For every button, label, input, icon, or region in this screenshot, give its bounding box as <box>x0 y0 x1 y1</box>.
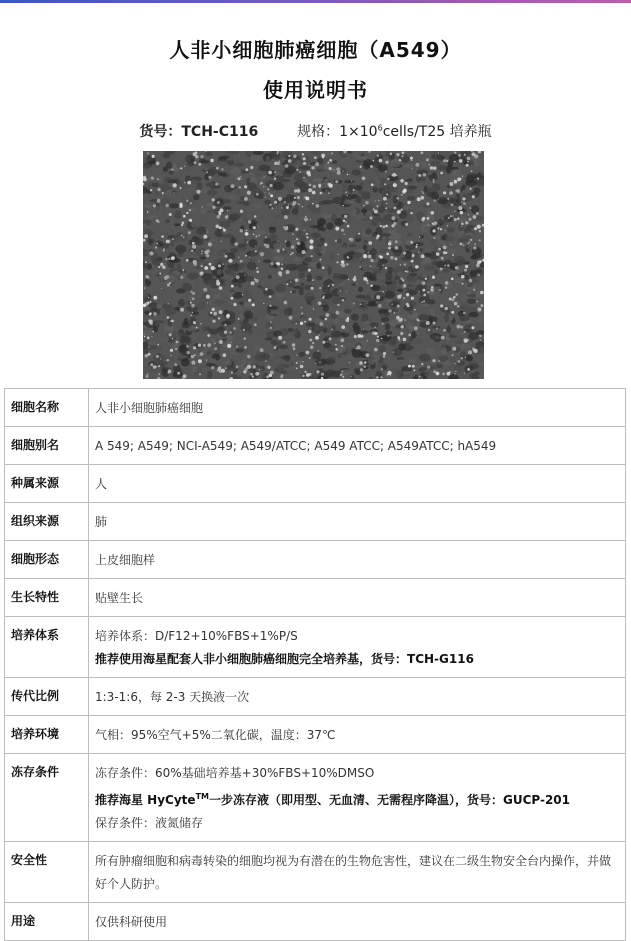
row-value: 1:3-1:6，每 2-3 天换液一次 <box>89 678 626 716</box>
recommended-medium-line: 推荐使用海星配套人非小细胞肺癌细胞完全培养基，货号：TCH-G116 <box>95 652 474 666</box>
freeze-brand: 推荐海星 HyCyte <box>95 793 196 807</box>
table-row <box>5 465 626 503</box>
row-key: 组织来源 <box>5 503 89 541</box>
table-row <box>5 389 626 427</box>
row-key: 培养体系 <box>5 617 89 678</box>
spec-label: 规格： <box>297 124 340 140</box>
spec-exponent: 6 <box>377 123 383 133</box>
freeze-medium-line: 冻存条件：60%基础培养基+30%FBS+10%DMSO <box>95 766 375 780</box>
row-value <box>89 617 626 678</box>
table-row <box>5 541 626 579</box>
catalog-label: 货号： <box>139 124 182 140</box>
row-value: 人非小细胞肺癌细胞 <box>89 389 626 427</box>
row-value: 上皮细胞样 <box>89 541 626 579</box>
row-key: 培养环境 <box>5 716 89 754</box>
table-row <box>5 617 626 678</box>
row-value: 仅供科研使用 <box>89 903 626 941</box>
catalog-number: TCH-C116 <box>181 124 259 140</box>
storage-line: 保存条件：液氮储存 <box>95 816 204 830</box>
row-value: 所有肿瘤细胞和病毒转染的细胞均视为有潜在的生物危害性，建议在二级生物安全台内操作，并做好个人防护。 <box>89 842 626 903</box>
document-subtitle: 使用说明书 <box>263 78 368 102</box>
row-key: 冻存条件 <box>5 754 89 842</box>
table-row <box>5 716 626 754</box>
table-row <box>5 579 626 617</box>
table-row <box>5 842 626 903</box>
row-value: 人 <box>89 465 626 503</box>
row-key: 种属来源 <box>5 465 89 503</box>
row-key: 生长特性 <box>5 579 89 617</box>
row-value: 气相：95%空气+5%二氧化碳，温度：37℃ <box>89 716 626 754</box>
trademark: TM <box>195 792 209 801</box>
table-row <box>5 427 626 465</box>
cell-micrograph <box>143 151 484 379</box>
row-key: 细胞形态 <box>5 541 89 579</box>
table-row <box>5 903 626 941</box>
row-key: 细胞名称 <box>5 389 89 427</box>
top-accent-bar <box>0 0 631 3</box>
row-key: 细胞别名 <box>5 427 89 465</box>
table-row <box>5 503 626 541</box>
recommended-freeze-line <box>95 785 619 812</box>
row-key: 用途 <box>5 903 89 941</box>
spec-prefix: 1×10 <box>339 124 378 140</box>
row-value: 肺 <box>89 503 626 541</box>
table-row <box>5 678 626 716</box>
culture-system-line: 培养体系：D/F12+10%FBS+1%P/S <box>95 629 298 643</box>
table-row <box>5 754 626 842</box>
freeze-product: 一步冻存液（即用型、无血清、无需程序降温），货号：GUCP-201 <box>208 793 571 807</box>
info-table <box>4 388 626 941</box>
row-value <box>89 754 626 842</box>
row-key: 安全性 <box>5 842 89 903</box>
micrograph-texture <box>143 151 484 379</box>
product-meta <box>0 121 631 141</box>
document-title: 人非小细胞肺癌细胞（A549） <box>169 38 462 62</box>
spec-suffix: cells/T25 培养瓶 <box>382 124 492 140</box>
row-value: A 549; A549; NCI-A549; A549/ATCC; A549 ATCC; A549ATCC; hA549 <box>89 427 626 465</box>
row-value: 贴壁生长 <box>89 579 626 617</box>
row-key: 传代比例 <box>5 678 89 716</box>
